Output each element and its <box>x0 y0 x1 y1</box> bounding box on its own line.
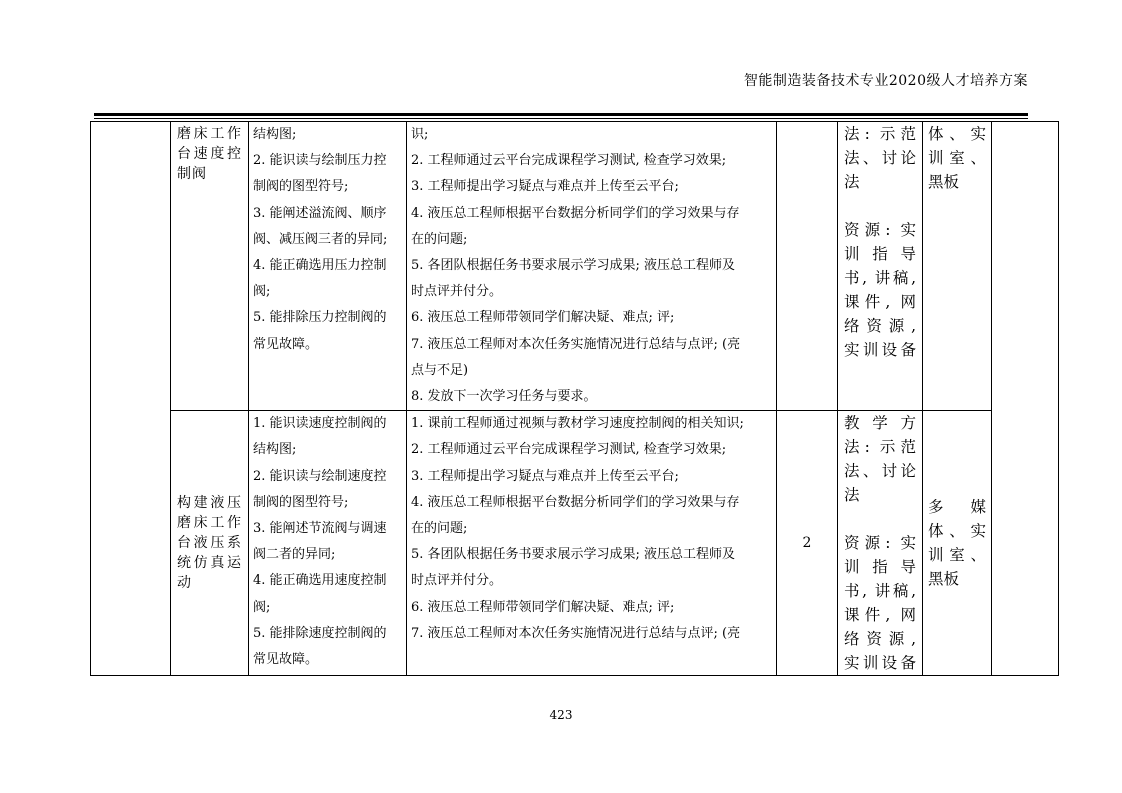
activity-line: 6. 液压总工程师带领同学们解决疑、难点; 评; <box>411 599 675 615</box>
activity-line: 6. 液压总工程师带领同学们解决疑、难点; 评; <box>411 310 675 326</box>
header-rule-thick <box>94 113 1028 116</box>
method-line: 法、讨论 <box>844 462 916 481</box>
method-line: 法 <box>844 486 860 505</box>
hours-cell: 2 <box>777 411 838 676</box>
venue-line: 体、实 <box>928 125 986 143</box>
task-topic-cell <box>171 122 249 411</box>
objective-line: 4. 能正确选用压力控制 <box>253 258 387 274</box>
objective-line: 常见故障。 <box>253 652 319 668</box>
method-line: 法: 示范 <box>844 125 916 143</box>
venue-cell <box>923 122 992 411</box>
method-line: 法、讨论 <box>844 149 916 167</box>
activity-line: 点与不足) <box>411 362 469 378</box>
activity-line: 3. 工程师提出学习疑点与难点并上传至云平台; <box>411 179 679 195</box>
objective-line: 结构图; <box>253 127 297 142</box>
objective-line: 2. 能识读与绘制压力控 <box>253 153 387 169</box>
topic-line: 统仿真运 <box>177 555 242 572</box>
activity-line: 2. 工程师通过云平台完成课程学习测试, 检查学习效果; <box>411 442 727 458</box>
activity-line: 在的问题; <box>411 231 468 247</box>
method-line: 教 学 方 <box>844 414 916 433</box>
method-line: 法: 示范 <box>844 438 916 457</box>
resource-line: 络资源, <box>844 630 916 649</box>
venue-line: 黑板 <box>928 173 960 191</box>
activity-line: 时点评并付分。 <box>411 573 503 589</box>
activity-line: 1. 课前工程师通过视频与教材学习速度控制阀的相关知识; <box>411 416 744 432</box>
resource-line: 书, 讲稿, <box>844 269 916 287</box>
topic-line: 构建液压 <box>177 495 242 512</box>
course-plan-table <box>90 121 1059 676</box>
resource-line: 训 指 导 <box>844 245 916 263</box>
venue-line: 训室、 <box>928 546 986 565</box>
activity-line: 4. 液压总工程师根据平台数据分析同学们的学习效果与存 <box>411 494 740 510</box>
topic-line: 台液压系 <box>177 535 242 552</box>
venue-line: 黑板 <box>928 570 960 589</box>
resource-line: 课件, 网 <box>844 293 916 311</box>
objective-line: 2. 能识读与绘制速度控 <box>253 468 387 484</box>
method-line: 法 <box>844 173 860 191</box>
objective-line: 5. 能排除速度控制阀的 <box>253 625 387 641</box>
activity-line: 2. 工程师通过云平台完成课程学习测试, 检查学习效果; <box>411 153 727 169</box>
venue-cell <box>923 411 992 676</box>
activity-line: 时点评并付分。 <box>411 284 503 300</box>
resource-line: 实训设备 <box>844 341 916 359</box>
activity-line: 7. 液压总工程师对本次任务实施情况进行总结与点评; (亮 <box>411 625 741 641</box>
activity-line: 识; <box>411 127 429 142</box>
teaching-activities-cell <box>407 122 777 411</box>
venue-line: 训室、 <box>928 149 986 167</box>
learning-objectives-cell <box>249 122 407 411</box>
module-cell <box>91 122 171 676</box>
objective-line: 1. 能识读速度控制阀的 <box>253 416 387 432</box>
resource-line: 书, 讲稿, <box>844 582 916 601</box>
objective-line: 阀、减压阀三者的异同; <box>253 231 388 247</box>
table-row <box>91 411 1059 676</box>
header-rule-thin <box>94 118 1028 119</box>
resource-line: 实训设备 <box>844 654 916 673</box>
objective-line: 常见故障。 <box>253 336 319 352</box>
activity-line: 5. 各团队根据任务书要求展示学习成果; 液压总工程师及 <box>411 547 736 563</box>
objective-line: 3. 能阐述节流阀与调速 <box>253 521 387 537</box>
venue-line: 体、实 <box>928 522 986 541</box>
methods-resources-cell <box>838 122 923 411</box>
activity-line: 7. 液压总工程师对本次任务实施情况进行总结与点评; (亮 <box>411 336 741 352</box>
resource-line: 课件, 网 <box>844 606 916 625</box>
learning-objectives-cell <box>249 411 407 676</box>
task-topic-cell <box>171 411 249 676</box>
objective-line: 制阀的图型符号; <box>253 494 349 510</box>
objective-line: 阀二者的异同; <box>253 547 336 563</box>
topic-line: 制阀 <box>177 166 207 182</box>
objective-line: 阀; <box>253 599 271 615</box>
resource-line: 资源: 实 <box>844 534 916 553</box>
hours-cell <box>777 122 838 411</box>
topic-line: 台速度控 <box>177 146 242 162</box>
table-row <box>91 122 1059 411</box>
objective-line: 4. 能正确选用速度控制 <box>253 573 387 589</box>
remarks-cell <box>992 122 1059 676</box>
activity-line: 8. 发放下一次学习任务与要求。 <box>411 389 597 405</box>
activity-line: 3. 工程师提出学习疑点与难点并上传至云平台; <box>411 468 679 484</box>
resource-line: 络资源, <box>844 317 916 335</box>
page-number: 423 <box>549 708 573 722</box>
objective-line: 制阀的图型符号; <box>253 179 349 195</box>
objective-line: 3. 能阐述溢流阀、顺序 <box>253 205 387 221</box>
teaching-activities-cell <box>407 411 777 676</box>
venue-line: 多 媒 <box>928 498 986 517</box>
resource-line: 资源: 实 <box>844 221 916 239</box>
topic-line: 磨床工作 <box>177 126 242 142</box>
topic-line: 磨床工作 <box>177 515 242 532</box>
objective-line: 阀; <box>253 284 271 300</box>
activity-line: 4. 液压总工程师根据平台数据分析同学们的学习效果与存 <box>411 205 740 221</box>
topic-line: 动 <box>177 575 192 592</box>
objective-line: 结构图; <box>253 442 297 458</box>
document-header-title: 智能制造装备技术专业2020级人才培养方案 <box>743 73 1028 89</box>
methods-resources-cell <box>838 411 923 676</box>
resource-line: 训 指 导 <box>844 558 916 577</box>
activity-line: 在的问题; <box>411 521 468 537</box>
objective-line: 5. 能排除压力控制阀的 <box>253 310 387 326</box>
activity-line: 5. 各团队根据任务书要求展示学习成果; 液压总工程师及 <box>411 258 736 274</box>
